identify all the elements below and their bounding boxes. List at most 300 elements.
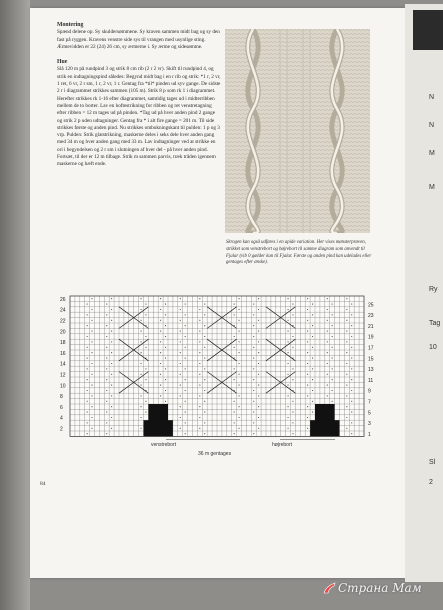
purl-dot	[199, 428, 200, 429]
purl-dot	[145, 336, 146, 337]
purl-dot	[204, 401, 205, 402]
purl-dot	[185, 412, 186, 413]
purl-dot	[288, 406, 289, 407]
row-label-left: 18	[60, 340, 66, 347]
purl-dot	[199, 385, 200, 386]
purl-dot	[185, 390, 186, 391]
purl-dot	[87, 358, 88, 359]
purl-dot	[204, 390, 205, 391]
purl-dot	[234, 422, 235, 423]
next-page-fragment: N	[429, 94, 435, 101]
knitting-chart-svg	[40, 292, 390, 440]
purl-dot	[239, 352, 240, 353]
purl-dot	[346, 341, 347, 342]
purl-dot	[92, 363, 93, 364]
row-label-right: 9	[368, 388, 371, 395]
purl-dot	[199, 309, 200, 310]
purl-dot	[199, 374, 200, 375]
purl-dot	[312, 401, 313, 402]
chart-label-right-border: højrebort	[272, 442, 293, 448]
purl-dot	[234, 368, 235, 369]
purl-dot	[327, 298, 328, 299]
purl-dot	[346, 395, 347, 396]
purl-dot	[87, 433, 88, 434]
purl-dot	[307, 298, 308, 299]
row-label-right: 7	[368, 399, 371, 406]
purl-dot	[351, 379, 352, 380]
row-label-left: 8	[60, 394, 63, 401]
next-page-fragment: Sl	[429, 459, 436, 466]
purl-dot	[145, 379, 146, 380]
purl-dot	[346, 417, 347, 418]
purl-dot	[258, 352, 259, 353]
purl-dot	[87, 390, 88, 391]
purl-dot	[292, 422, 293, 423]
row-label-right: 13	[368, 367, 374, 374]
purl-dot	[111, 385, 112, 386]
purl-dot	[111, 352, 112, 353]
purl-dot	[327, 363, 328, 364]
purl-dot	[199, 395, 200, 396]
purl-dot	[312, 368, 313, 369]
purl-dot	[111, 363, 112, 364]
purl-dot	[288, 320, 289, 321]
purl-dot	[351, 336, 352, 337]
purl-dot	[160, 352, 161, 353]
purl-dot	[87, 401, 88, 402]
purl-dot	[92, 374, 93, 375]
purl-dot	[239, 309, 240, 310]
purl-dot	[141, 331, 142, 332]
purl-dot	[288, 309, 289, 310]
purl-dot	[258, 385, 259, 386]
row-label-right: 17	[368, 345, 374, 352]
purl-dot	[141, 395, 142, 396]
purl-dot	[160, 309, 161, 310]
purl-dot	[288, 395, 289, 396]
purl-dot	[204, 379, 205, 380]
purl-dot	[165, 368, 166, 369]
purl-dot	[346, 428, 347, 429]
purl-dot	[234, 401, 235, 402]
purl-dot	[307, 406, 308, 407]
purl-dot	[253, 422, 254, 423]
purl-dot	[111, 320, 112, 321]
purl-dot	[332, 325, 333, 326]
purl-dot	[141, 385, 142, 386]
purl-dot	[239, 417, 240, 418]
no-stitch-block	[310, 420, 339, 436]
purl-dot	[185, 379, 186, 380]
purl-dot	[106, 336, 107, 337]
purl-dot	[141, 309, 142, 310]
next-page-fragment: N	[429, 122, 435, 129]
paragraph-hue: Slå 120 m på rundpind 3 og strik 8 cm rib (2 r 2 vr). Skift til rundpind 4, og strik en indtagningspind således: Begynd midt bag i en r rib og strik: *1 r, 2 vr, 1 ret, 6 vr, 2 r sm, 1 r, 2 vr, 1 r. Gentag fra *til* pinden ud syv gange. De sidste 2 r i diagrammet strikkes sammen (105 m). Strik 8 p som rk 1 i diagrammet. Herefter strikkes rk 1-16 efter diagrammet, samtidig tages ud i midterribben mellem de to borter. Lav en hoftestrikning for ribben og ret venstretagning efter ribben = 12 m tages ud på pinden. *Tag ud på hver anden pind 2 gange og strik 2 p uden udtagninger. Gentag fra * i alt fire gange = 201 m. Til side strikkes første og anden pind. Nu strikkes ombukningskant til pulden: 1 p og 3 vrp. Pulden: Strik glatstrikning, maskerne deles i seks dele hver anden gang med 34 m og hver anden gang med 33 m. Lav indtagninger ved at strikke en ori i begyndelsen og 2 r sm i slutningen af hver del - på hver anden pind. Fortsæt, til der er 12 m tilbage. Strik m sammen parvis, træk tråden igennem maskerne og hæft ende.	[57, 66, 221, 168]
purl-dot	[180, 331, 181, 332]
purl-dot	[185, 433, 186, 434]
purl-dot	[87, 314, 88, 315]
purl-dot	[106, 368, 107, 369]
purl-dot	[253, 304, 254, 305]
purl-dot	[204, 304, 205, 305]
purl-dot	[185, 304, 186, 305]
purl-dot	[141, 406, 142, 407]
purl-dot	[307, 341, 308, 342]
purl-dot	[165, 336, 166, 337]
purl-dot	[234, 433, 235, 434]
knitted-cable-swatch-photo	[225, 29, 370, 233]
purl-dot	[141, 352, 142, 353]
purl-dot	[258, 341, 259, 342]
purl-dot	[106, 379, 107, 380]
purl-dot	[160, 374, 161, 375]
purl-dot	[234, 304, 235, 305]
purl-dot	[327, 395, 328, 396]
purl-dot	[204, 358, 205, 359]
purl-dot	[92, 428, 93, 429]
row-label-right: 3	[368, 421, 371, 428]
purl-dot	[292, 433, 293, 434]
purl-dot	[288, 331, 289, 332]
row-label-left: 6	[60, 404, 63, 411]
purl-dot	[253, 336, 254, 337]
purl-dot	[111, 374, 112, 375]
purl-dot	[346, 309, 347, 310]
purl-dot	[239, 406, 240, 407]
purl-dot	[327, 341, 328, 342]
knitting-chart	[40, 292, 390, 440]
purl-dot	[180, 320, 181, 321]
purl-dot	[92, 352, 93, 353]
purl-dot	[307, 417, 308, 418]
purl-dot	[307, 385, 308, 386]
purl-dot	[106, 358, 107, 359]
row-label-left: 20	[60, 329, 66, 336]
purl-dot	[199, 417, 200, 418]
purl-dot	[346, 374, 347, 375]
next-page-edge	[405, 4, 443, 582]
purl-dot	[111, 428, 112, 429]
purl-dot	[258, 406, 259, 407]
row-label-right: 19	[368, 334, 374, 341]
row-label-left: 14	[60, 361, 66, 368]
purl-dot	[185, 422, 186, 423]
purl-dot	[165, 390, 166, 391]
purl-dot	[332, 368, 333, 369]
purl-dot	[185, 368, 186, 369]
purl-dot	[165, 314, 166, 315]
purl-dot	[165, 358, 166, 359]
purl-dot	[165, 401, 166, 402]
purl-dot	[106, 347, 107, 348]
purl-dot	[239, 320, 240, 321]
purl-dot	[234, 379, 235, 380]
purl-dot	[327, 309, 328, 310]
purl-dot	[160, 298, 161, 299]
purl-dot	[332, 347, 333, 348]
purl-dot	[351, 390, 352, 391]
purl-dot	[307, 320, 308, 321]
purl-dot	[180, 428, 181, 429]
purl-dot	[327, 352, 328, 353]
purl-dot	[332, 390, 333, 391]
purl-dot	[160, 395, 161, 396]
purl-dot	[292, 401, 293, 402]
purl-dot	[327, 331, 328, 332]
purl-dot	[346, 331, 347, 332]
purl-dot	[312, 325, 313, 326]
purl-dot	[180, 352, 181, 353]
next-page-fragment: 2	[429, 479, 433, 486]
watermark-stork-icon	[322, 581, 337, 595]
purl-dot	[204, 412, 205, 413]
purl-dot	[145, 314, 146, 315]
purl-dot	[111, 417, 112, 418]
purl-dot	[106, 422, 107, 423]
instruction-text-column	[57, 22, 221, 170]
purl-dot	[204, 336, 205, 337]
purl-dot	[141, 428, 142, 429]
purl-dot	[111, 331, 112, 332]
purl-dot	[141, 341, 142, 342]
purl-dot	[160, 385, 161, 386]
purl-dot	[180, 406, 181, 407]
heading-hue: Hue	[57, 59, 68, 66]
chart-label-left-border: venstrebort	[151, 442, 177, 448]
row-label-left: 22	[60, 318, 66, 325]
photo-caption: Skrogen kan også udføres i en apide variation. Her vises mønsterprøven, strikket som venstrebort og højrebort til samme diagram som anvendt til Fjalar (vib 0 gælder kun til Fjalar. Første og anden pind kan udelades eller gentages efter ønske).	[226, 240, 372, 266]
purl-dot	[92, 331, 93, 332]
purl-dot	[288, 428, 289, 429]
purl-dot	[346, 352, 347, 353]
purl-dot	[292, 304, 293, 305]
purl-dot	[258, 428, 259, 429]
next-page-fragment: 10	[429, 344, 437, 351]
purl-dot	[185, 358, 186, 359]
purl-dot	[92, 298, 93, 299]
purl-dot	[180, 298, 181, 299]
purl-dot	[258, 320, 259, 321]
purl-dot	[307, 309, 308, 310]
purl-dot	[312, 314, 313, 315]
purl-dot	[288, 417, 289, 418]
purl-dot	[92, 417, 93, 418]
purl-dot	[165, 325, 166, 326]
book-gutter	[0, 0, 30, 610]
purl-dot	[327, 385, 328, 386]
purl-dot	[307, 395, 308, 396]
purl-dot	[185, 347, 186, 348]
purl-dot	[307, 331, 308, 332]
purl-dot	[199, 320, 200, 321]
row-label-left: 10	[60, 383, 66, 390]
purl-dot	[288, 298, 289, 299]
purl-dot	[253, 379, 254, 380]
row-label-left: 26	[60, 296, 66, 303]
purl-dot	[332, 401, 333, 402]
next-page-dark-block	[413, 10, 443, 50]
row-label-left: 24	[60, 307, 66, 314]
purl-dot	[258, 298, 259, 299]
row-label-left: 16	[60, 350, 66, 357]
purl-dot	[351, 422, 352, 423]
purl-dot	[351, 304, 352, 305]
purl-dot	[351, 314, 352, 315]
purl-dot	[141, 374, 142, 375]
purl-dot	[258, 374, 259, 375]
purl-dot	[106, 304, 107, 305]
purl-dot	[145, 412, 146, 413]
purl-dot	[239, 331, 240, 332]
purl-dot	[106, 433, 107, 434]
purl-dot	[312, 347, 313, 348]
paragraph-montering: Spænd delene op. Sy skuldersømmene. Sy kraven sammen midt bag og sy den fast på ryggen. Kravens venstre side sys til vrangen med usynlige sting. Ærmevidden er 22 (24) 26 cm, sy ærmerne i. Sy ærme og sidesømme.	[57, 29, 220, 50]
purl-dot	[332, 304, 333, 305]
purl-dot	[346, 298, 347, 299]
purl-dot	[185, 325, 186, 326]
purl-dot	[239, 298, 240, 299]
chart-label-repeat: 36 m gentages	[198, 451, 232, 457]
purl-dot	[239, 374, 240, 375]
purl-dot	[160, 341, 161, 342]
purl-dot	[145, 401, 146, 402]
row-label-left: 4	[60, 415, 63, 422]
purl-dot	[180, 385, 181, 386]
heading-montering: Montering	[57, 22, 84, 28]
purl-dot	[204, 325, 205, 326]
purl-dot	[307, 363, 308, 364]
purl-dot	[346, 385, 347, 386]
purl-dot	[87, 325, 88, 326]
purl-dot	[288, 374, 289, 375]
purl-dot	[204, 314, 205, 315]
purl-dot	[180, 309, 181, 310]
purl-dot	[141, 417, 142, 418]
purl-dot	[332, 336, 333, 337]
purl-dot	[106, 401, 107, 402]
purl-dot	[87, 368, 88, 369]
purl-dot	[204, 433, 205, 434]
purl-dot	[351, 325, 352, 326]
purl-dot	[288, 352, 289, 353]
purl-dot	[253, 390, 254, 391]
purl-dot	[239, 341, 240, 342]
purl-dot	[351, 412, 352, 413]
purl-dot	[87, 422, 88, 423]
purl-dot	[292, 379, 293, 380]
purl-dot	[332, 379, 333, 380]
purl-dot	[292, 368, 293, 369]
purl-dot	[180, 363, 181, 364]
purl-dot	[292, 412, 293, 413]
purl-dot	[106, 325, 107, 326]
purl-dot	[87, 336, 88, 337]
purl-dot	[351, 401, 352, 402]
purl-dot	[234, 412, 235, 413]
purl-dot	[106, 314, 107, 315]
purl-dot	[258, 363, 259, 364]
purl-dot	[199, 363, 200, 364]
purl-dot	[346, 363, 347, 364]
purl-dot	[327, 374, 328, 375]
row-label-right: 25	[368, 302, 374, 309]
purl-dot	[87, 347, 88, 348]
purl-dot	[185, 401, 186, 402]
site-watermark: Страна Мам	[338, 581, 422, 595]
purl-dot	[288, 385, 289, 386]
purl-dot	[332, 358, 333, 359]
purl-dot	[199, 341, 200, 342]
purl-dot	[180, 417, 181, 418]
purl-dot	[332, 314, 333, 315]
purl-dot	[106, 412, 107, 413]
purl-dot	[253, 314, 254, 315]
purl-dot	[239, 428, 240, 429]
next-page-fragment: M	[429, 150, 435, 157]
purl-dot	[141, 298, 142, 299]
purl-dot	[204, 422, 205, 423]
purl-dot	[312, 304, 313, 305]
purl-dot	[239, 363, 240, 364]
purl-dot	[92, 320, 93, 321]
purl-dot	[258, 417, 259, 418]
purl-dot	[204, 347, 205, 348]
purl-dot	[351, 358, 352, 359]
row-label-right: 1	[368, 431, 371, 438]
purl-dot	[239, 385, 240, 386]
purl-dot	[180, 395, 181, 396]
purl-dot	[307, 374, 308, 375]
purl-dot	[92, 385, 93, 386]
purl-dot	[327, 320, 328, 321]
purl-dot	[253, 412, 254, 413]
purl-dot	[346, 320, 347, 321]
purl-dot	[351, 368, 352, 369]
row-label-right: 23	[368, 313, 374, 320]
purl-dot	[141, 363, 142, 364]
purl-dot	[253, 358, 254, 359]
row-label-left: 12	[60, 372, 66, 379]
purl-dot	[92, 341, 93, 342]
purl-dot	[239, 395, 240, 396]
purl-dot	[312, 358, 313, 359]
purl-dot	[234, 347, 235, 348]
purl-dot	[160, 331, 161, 332]
purl-dot	[145, 304, 146, 305]
purl-dot	[312, 379, 313, 380]
purl-dot	[180, 341, 181, 342]
purl-dot	[258, 309, 259, 310]
purl-dot	[312, 390, 313, 391]
purl-dot	[185, 314, 186, 315]
purl-dot	[165, 379, 166, 380]
row-label-right: 11	[368, 377, 374, 384]
purl-dot	[253, 433, 254, 434]
purl-dot	[199, 298, 200, 299]
purl-dot	[292, 336, 293, 337]
purl-dot	[292, 347, 293, 348]
purl-dot	[180, 374, 181, 375]
purl-dot	[288, 363, 289, 364]
purl-dot	[106, 390, 107, 391]
purl-dot	[111, 406, 112, 407]
purl-dot	[87, 412, 88, 413]
purl-dot	[253, 368, 254, 369]
purl-dot	[160, 363, 161, 364]
purl-dot	[111, 298, 112, 299]
purl-dot	[87, 379, 88, 380]
purl-dot	[92, 309, 93, 310]
